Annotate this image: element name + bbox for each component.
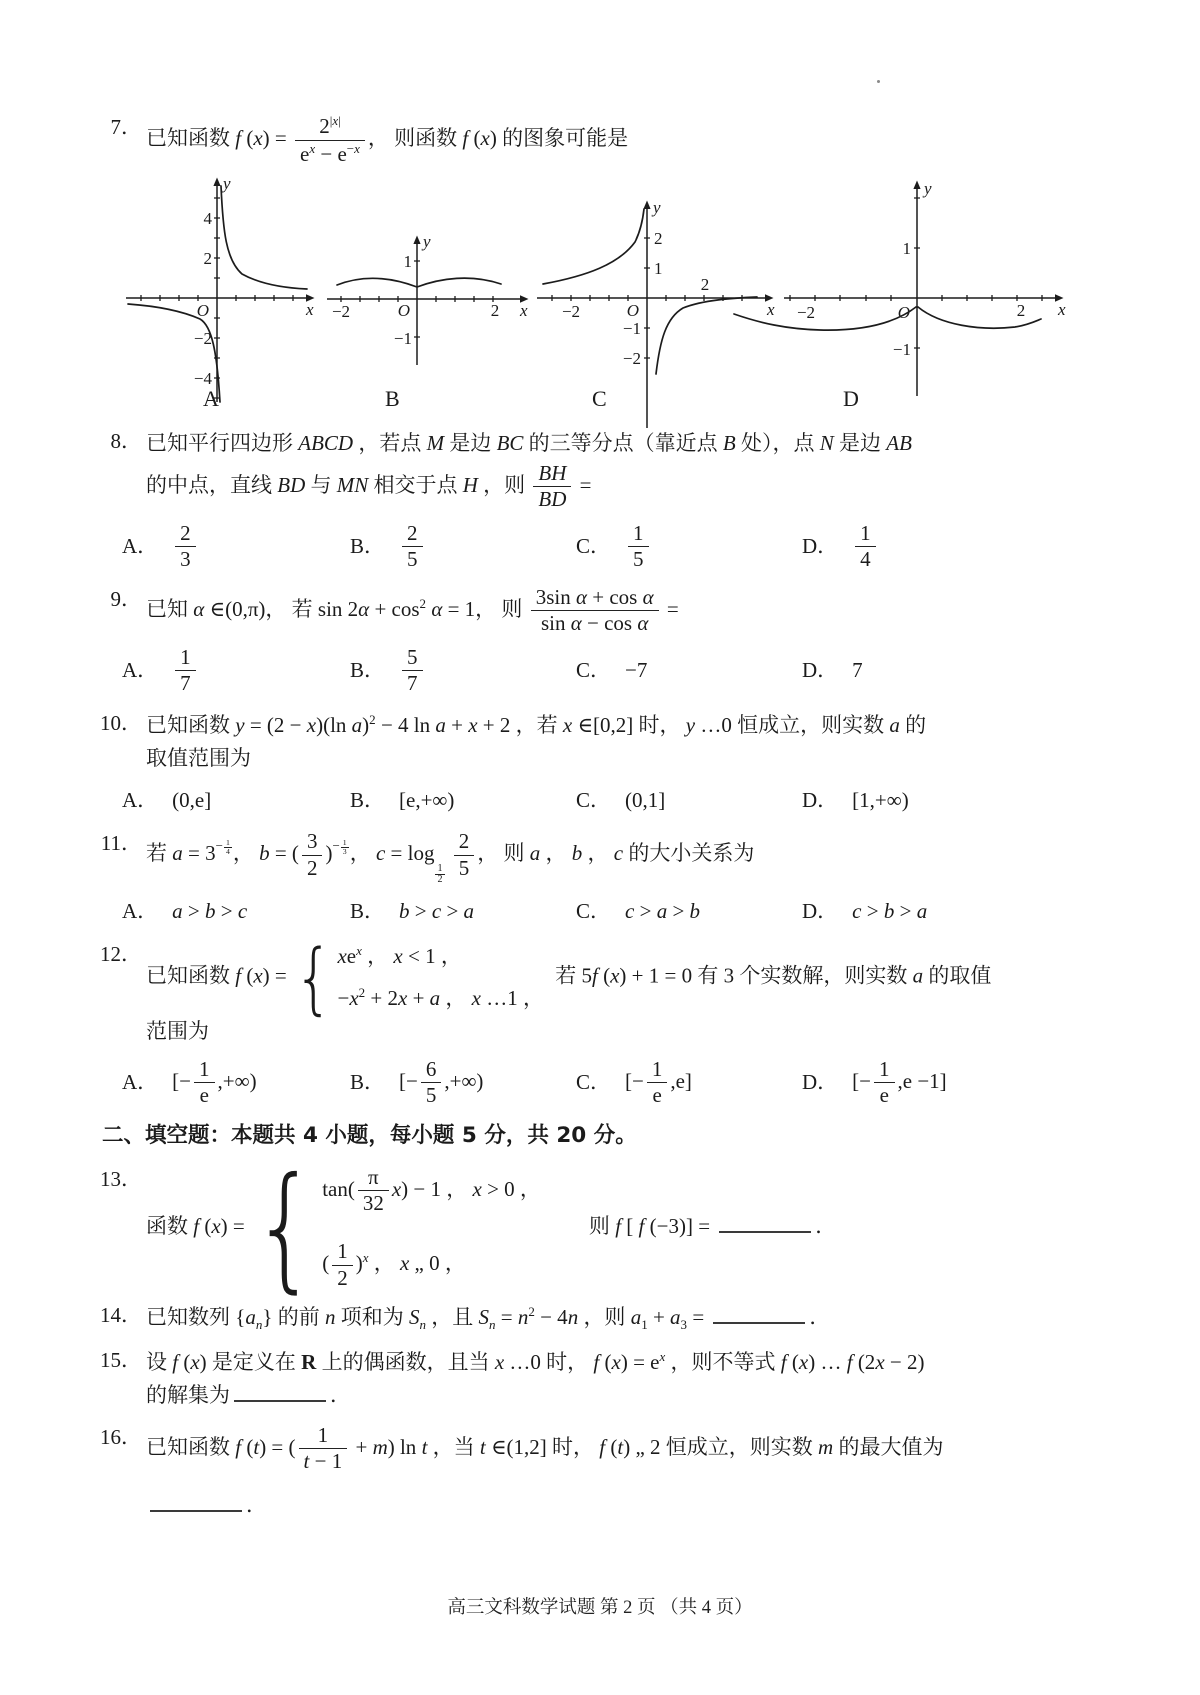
a-ytick-neg4: −4	[193, 369, 212, 389]
question-8-line2: 的中点，直线 BD 与 MN 相交于点 H ，则 $\frac{BH}{BD}$ =	[146, 460, 592, 512]
c-xtick-neg2: −2	[561, 302, 581, 322]
question-8-options	[100, 522, 1104, 572]
question-8-line1: 已知平行四边形 ABCD ，若点 M 是边 BC 的三等分点（靠近点 B 处），点 N 是边 AB	[146, 431, 912, 456]
option-key: A．	[122, 533, 159, 558]
d-yaxis-label: y	[924, 179, 932, 199]
option-key: A．	[122, 1069, 159, 1094]
option-value: a > b > c	[172, 898, 248, 923]
question-16-line1: 已知函数 f (t) = ( $\frac{1}{t - 1}$ + m) ln t ，当 t ∈(1,2] 时， f (t) „ 2 恒成立，则实数 m 的最大值为	[146, 1422, 944, 1474]
section-2-title: 二、填空题：本题共 4 小题，每小题 5 分，共 20 分。	[102, 1122, 637, 1148]
option-key: D．	[802, 898, 839, 923]
a-origin-label: O	[196, 301, 209, 321]
question-11-options	[100, 896, 1104, 928]
option-key: A．	[122, 787, 159, 812]
question-13	[100, 1147, 1104, 1307]
d-ytick-neg1: −1	[892, 340, 911, 360]
option-11-d	[802, 896, 1104, 928]
question-15-number: 15．	[100, 1347, 142, 1372]
option-key: C．	[576, 1069, 612, 1094]
b-xtick-2: 2	[490, 301, 500, 321]
b-ytick-neg1: −1	[393, 329, 412, 349]
option-10-d	[802, 785, 1104, 817]
question-10-number: 10．	[100, 710, 142, 735]
a-ytick-4: 4	[203, 209, 212, 229]
a-xaxis-label: x	[306, 300, 314, 320]
question-11	[100, 828, 1104, 888]
option-8-c	[576, 522, 802, 572]
option-key: B．	[350, 898, 386, 923]
a-ytick-neg2: −2	[193, 329, 212, 349]
option-key: B．	[350, 533, 386, 558]
question-7-body	[146, 112, 1104, 168]
question-13-body	[146, 1147, 1104, 1307]
question-9-body	[146, 584, 1104, 638]
question-12	[100, 931, 1104, 1050]
question-13-number: 13．	[100, 1166, 142, 1191]
option-12-c	[576, 1058, 802, 1108]
c-ytick-neg1: −1	[622, 319, 641, 339]
page-footer: 高三文科数学试题 第 2 页 （共 4 页）	[447, 1598, 753, 1619]
option-value: $\frac{1}{4}$	[852, 522, 879, 572]
question-14-line1: 已知数列 $\{a_n\}$ 的前 n 项和为 $S_n$ ，且 $S_n = n^2 - 4n$ ，则 $a_1 + a_3$ = ．	[146, 1304, 831, 1333]
b-yaxis-label: y	[423, 234, 431, 252]
b-origin-label: O	[397, 301, 410, 321]
question-9-number: 9．	[110, 586, 142, 611]
option-key: D．	[802, 787, 839, 812]
b-xtick-neg2: −2	[331, 302, 351, 322]
option-value: [− $\frac{6}{5}$ ,+∞)	[399, 1056, 484, 1108]
question-16-number: 16．	[100, 1424, 142, 1449]
c-yaxis-label: y	[653, 200, 661, 218]
figure-letter-c: C	[592, 386, 607, 412]
option-key: A．	[122, 657, 159, 682]
question-11-number: 11．	[100, 831, 142, 856]
option-value: c > b > a	[852, 898, 928, 923]
question-16-body	[146, 1422, 1104, 1524]
question-10-body	[146, 708, 1104, 777]
question-14	[100, 1300, 1104, 1337]
b-curve	[337, 278, 501, 287]
figure-letter-d: D	[843, 386, 859, 412]
question-10-line1: 已知函数 y = (2 − x)(ln a)$^2$ − 4 ln a + x + 2 ，若 x ∈[0,2] 时， y …0 恒成立，则实数 a 的	[146, 711, 927, 737]
option-value: [1,+∞)	[852, 787, 909, 812]
option-8-b	[350, 522, 576, 572]
option-key: D．	[802, 1069, 839, 1094]
question-15	[100, 1345, 1104, 1414]
question-7-figures	[100, 176, 1104, 416]
option-value: [e,+∞)	[399, 787, 455, 812]
question-10	[100, 708, 1104, 777]
option-9-b	[350, 646, 576, 696]
c-ytick-2: 2	[654, 229, 663, 249]
graph-option-a	[120, 176, 315, 404]
question-15-line2: 的解集为 ．	[146, 1383, 351, 1408]
option-11-b	[350, 896, 576, 928]
option-key: B．	[350, 657, 386, 682]
c-origin-label: O	[626, 301, 639, 321]
c-xtick-2: 2	[700, 275, 710, 295]
c-xaxis-label: x	[767, 300, 775, 320]
question-12-line2: 范围为	[146, 1019, 209, 1044]
b-ytick-1: 1	[403, 252, 412, 272]
question-11-line1: 若 $a = 3^{- \frac{1}{4}}$ ， b = ( $\frac{3}{2}$ )$^{- \frac{1}{3}}$ ， c = log $_{\frac{1}{2}}$ $\frac{2}{5}$ ， 则 a ， b ， c 的大小关系为	[146, 829, 755, 886]
option-key: C．	[576, 898, 612, 923]
option-12-b	[350, 1058, 576, 1108]
option-10-b	[350, 785, 576, 817]
question-8	[100, 426, 1104, 514]
figure-letter-a: A	[203, 386, 219, 412]
option-value: 7	[852, 657, 863, 682]
question-12-options	[100, 1058, 1104, 1108]
question-15-body	[146, 1345, 1104, 1414]
c-ytick-1: 1	[654, 259, 663, 279]
option-value: [− $\frac{1}{e}$ ,e −1]	[852, 1056, 947, 1108]
c-curve-left	[543, 209, 644, 284]
question-12-number: 12．	[100, 942, 142, 967]
option-key: D．	[802, 657, 839, 682]
option-12-d	[802, 1058, 1104, 1108]
question-9	[100, 584, 1104, 638]
option-key: C．	[576, 533, 612, 558]
option-10-c	[576, 785, 802, 817]
option-value: $\frac{2}{5}$	[399, 522, 426, 572]
question-9-options	[100, 646, 1104, 696]
d-xtick-neg2: −2	[796, 303, 816, 323]
option-key: B．	[350, 787, 386, 812]
option-value: [− $\frac{1}{e}$ ,+∞)	[172, 1056, 257, 1108]
option-value: c > a > b	[625, 898, 701, 923]
option-10-a	[122, 785, 350, 817]
question-9-line1: 已知 α ∈(0,π)， 若 $\sin 2\alpha + \cos^2 \alpha = 1$， 则 $\frac{\text{3sin α + cos α}}{\text{sin α − cos α}}$ =	[146, 584, 679, 636]
option-value: −7	[625, 657, 648, 682]
question-16	[100, 1422, 1104, 1524]
option-12-a	[122, 1058, 350, 1108]
option-11-a	[122, 896, 350, 928]
scan-dot-artifact	[877, 80, 880, 83]
a-yaxis-label: y	[223, 176, 231, 194]
option-value: (0,e]	[172, 787, 212, 812]
question-10-options	[100, 785, 1104, 817]
question-8-body	[146, 426, 1104, 514]
option-8-a	[122, 522, 350, 572]
option-9-c	[576, 655, 802, 687]
option-8-d	[802, 522, 1104, 572]
b-xaxis-label: x	[520, 301, 528, 321]
question-16-line2: ．	[146, 1490, 1104, 1522]
a-ytick-2: 2	[203, 249, 212, 269]
option-key: C．	[576, 657, 612, 682]
option-value: b > c > a	[399, 898, 475, 923]
option-value: $\frac{5}{7}$	[399, 646, 426, 696]
question-15-line1: 设 f (x) 是定义在 R 上的偶函数，且当 x …0 时， f $(x) = e^x$ ，则不等式 f (x) … f (2x − 2)	[146, 1348, 925, 1374]
question-7-number: 7．	[110, 115, 142, 139]
question-7	[100, 112, 1104, 168]
option-value: $\frac{1}{7}$	[172, 646, 199, 696]
option-value: $\frac{1}{5}$	[625, 522, 652, 572]
option-9-a	[122, 646, 350, 696]
d-origin-label: O	[897, 303, 910, 323]
question-10-line2: 取值范围为	[146, 746, 251, 771]
question-8-number: 8．	[110, 429, 142, 454]
option-value: (0,1]	[625, 787, 666, 812]
option-key: A．	[122, 898, 159, 923]
question-13-line1: 函数 f (x) = { tan( $\frac{\pi}{32}$ x) − 1 ， x > 0 ， ( $\frac{1}{2}$ )$^x$ ， x „ 0 ， 则 f [ f (−3)] = ．	[146, 1147, 837, 1307]
option-key: B．	[350, 1069, 386, 1094]
graph-option-b	[325, 234, 530, 369]
question-7-stem: 已知函数 f (x) = $\frac{2^{|x|}}{e^x - e^{-x}}$ ， 则函数 f (x) 的图象可能是	[146, 113, 629, 166]
question-11-body	[146, 828, 1104, 888]
question-14-number: 14．	[100, 1303, 142, 1328]
question-12-line1: 已知函数 f (x) = { $xe^x$ ， x < 1 ， $-x^2 + 2x + a$ ， x …1 ， 若 5f (x) + 1 = 0 有 3 个实数解，则实数 a 的取值	[146, 931, 992, 1023]
c-ytick-neg2: −2	[622, 349, 641, 369]
a-curve-right	[221, 186, 307, 289]
option-key: C．	[576, 787, 612, 812]
d-xaxis-label: x	[1058, 300, 1066, 320]
d-ytick-1: 1	[902, 239, 911, 259]
d-curve	[734, 307, 1041, 330]
figure-letter-b: B	[385, 386, 400, 412]
option-9-d	[802, 655, 1104, 687]
option-key: D．	[802, 533, 839, 558]
option-value: [− $\frac{1}{e}$ ,e]	[625, 1056, 692, 1108]
graph-option-d	[728, 178, 1068, 400]
question-12-body	[146, 931, 1104, 1050]
option-value: $\frac{2}{3}$	[172, 522, 199, 572]
d-xtick-2: 2	[1016, 301, 1026, 321]
option-11-c	[576, 896, 802, 928]
